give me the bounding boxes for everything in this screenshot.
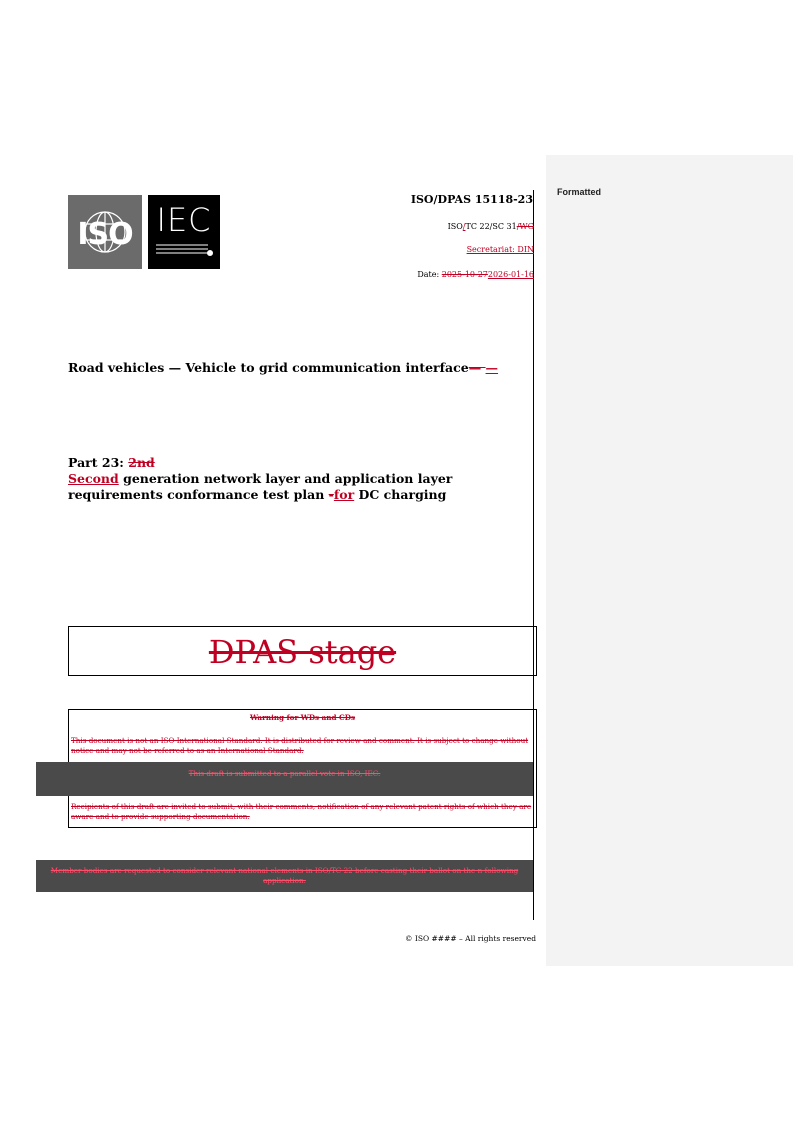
warning-title: Warning for WDs and CDs (249, 713, 356, 722)
committee-line: ISO/TC 22/SC 31/WG (447, 222, 534, 231)
patent-notice: Recipients of this draft are invited to submit, with their comments, notification of any relevant patent rights of which they are aware and to provide supporting documentation. (71, 802, 532, 821)
iec-lines-icon (148, 195, 220, 269)
copyright: © ISO #### – All rights reserved (404, 934, 536, 943)
warning-text: This document is not an ISO International Standard. It is distributed for review and comment. It is subject to change without notice and may not be referred to as an International Standard. (71, 736, 529, 755)
document-title: Road vehicles — Vehicle to grid communication interface— — (68, 360, 499, 375)
iec-logo (148, 195, 220, 269)
comment-pane-title: Formatted (557, 187, 602, 197)
comment-pane (546, 155, 793, 966)
iec-logo-text: IEC (156, 201, 212, 239)
stage-box (68, 626, 537, 676)
document-number: ISO/DPAS 15118-23 (410, 193, 533, 206)
iso-logo (68, 195, 142, 269)
member-bodies-bar: Member bodies are requested to consider relevant national elements in ISO/TC 22 before casting their ballot on the n-following application. (36, 860, 533, 892)
part-title: Part 23: 2nd Second generation network layer and application layer requirements conformance test plan -for DC charging (68, 455, 453, 502)
iso-logo-text: ISO (77, 217, 133, 252)
stage-label: DPAS stage (208, 633, 397, 671)
secretariat-line: Secretariat: DIN (466, 245, 534, 254)
parallel-vote-bar: This draft is submitted to a parallel vote in ISO, IEC. (36, 762, 533, 796)
date-line: Date: 2025-10-272026-01-16 (417, 270, 534, 279)
